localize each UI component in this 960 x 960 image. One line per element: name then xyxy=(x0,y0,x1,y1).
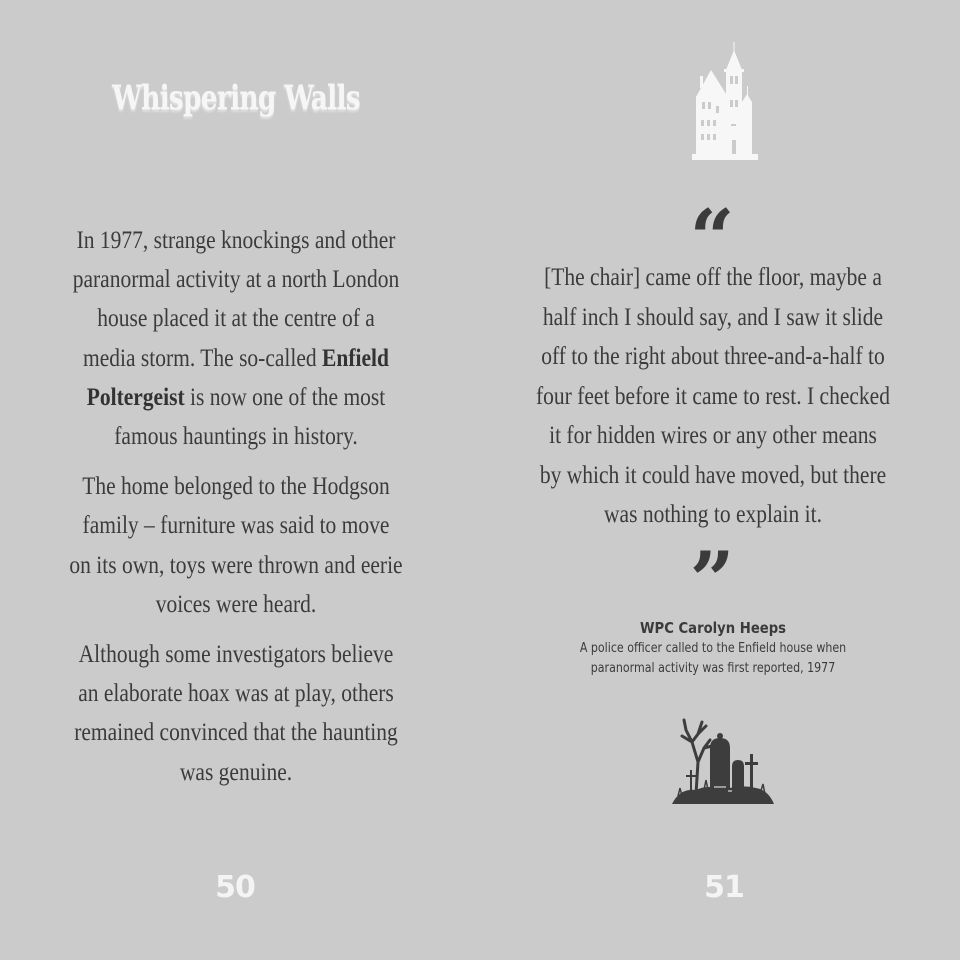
paragraph-2 xyxy=(0,467,472,624)
pull-quote xyxy=(480,258,946,535)
body-text xyxy=(0,221,472,803)
text-line: Although some investigators believe xyxy=(78,641,394,669)
attribution-role: paranormal activity was first reported, 1977 xyxy=(590,661,836,676)
text-line: on its own, toys were thrown and eerie xyxy=(69,551,403,579)
text-fragment: is now one of the most xyxy=(184,383,386,411)
bold-term: Poltergeist xyxy=(86,383,185,411)
text-line xyxy=(33,378,439,417)
text-line: an elaborate hoax was at play, others xyxy=(78,680,394,708)
page-number: 50 xyxy=(215,870,255,905)
text-line xyxy=(33,339,439,378)
text-fragment: media storm. The so-called xyxy=(83,344,323,372)
text-line: house placed it at the centre of a xyxy=(97,305,375,333)
text-line: In 1977, strange knockings and other xyxy=(76,227,396,254)
close-quote-icon: ” xyxy=(689,535,735,626)
page-title: Whispering Walls xyxy=(112,78,360,118)
bold-term: Enfield xyxy=(322,344,389,372)
text-line: paranormal activity at a north London xyxy=(72,266,400,294)
graveyard-icon xyxy=(668,712,778,808)
paragraph-1 xyxy=(0,221,472,456)
quote-attribution xyxy=(480,617,946,679)
quote-line: was nothing to explain it. xyxy=(604,501,822,528)
text-line: The home belonged to the Hodgson xyxy=(82,473,390,501)
quote-line: it for hidden wires or any other means xyxy=(549,422,877,449)
open-quote-icon: “ xyxy=(689,193,735,284)
haunted-house-icon xyxy=(692,42,758,160)
right-page xyxy=(480,0,960,960)
quote-line: half inch I should say, and I saw it slide xyxy=(542,303,884,331)
text-line: famous hauntings in history. xyxy=(114,423,358,451)
paragraph-3 xyxy=(0,635,472,792)
attribution-role: A police officer called to the Enfield house when xyxy=(579,641,847,656)
quote-line: off to the right about three-and-a-half to xyxy=(541,343,885,370)
text-line: voices were heard. xyxy=(155,590,317,618)
text-line: was genuine. xyxy=(179,758,293,786)
text-line: remained convinced that the haunting xyxy=(74,719,398,747)
attribution-name: WPC Carolyn Heeps xyxy=(639,619,787,637)
page-number: 51 xyxy=(704,870,744,905)
text-line: family – furniture was said to move xyxy=(82,512,390,540)
quote-line: four feet before it came to rest. I checked xyxy=(536,382,890,410)
quote-line: [The chair] came off the floor, maybe a xyxy=(544,264,882,291)
quote-line: by which it could have moved, but there xyxy=(539,461,887,489)
